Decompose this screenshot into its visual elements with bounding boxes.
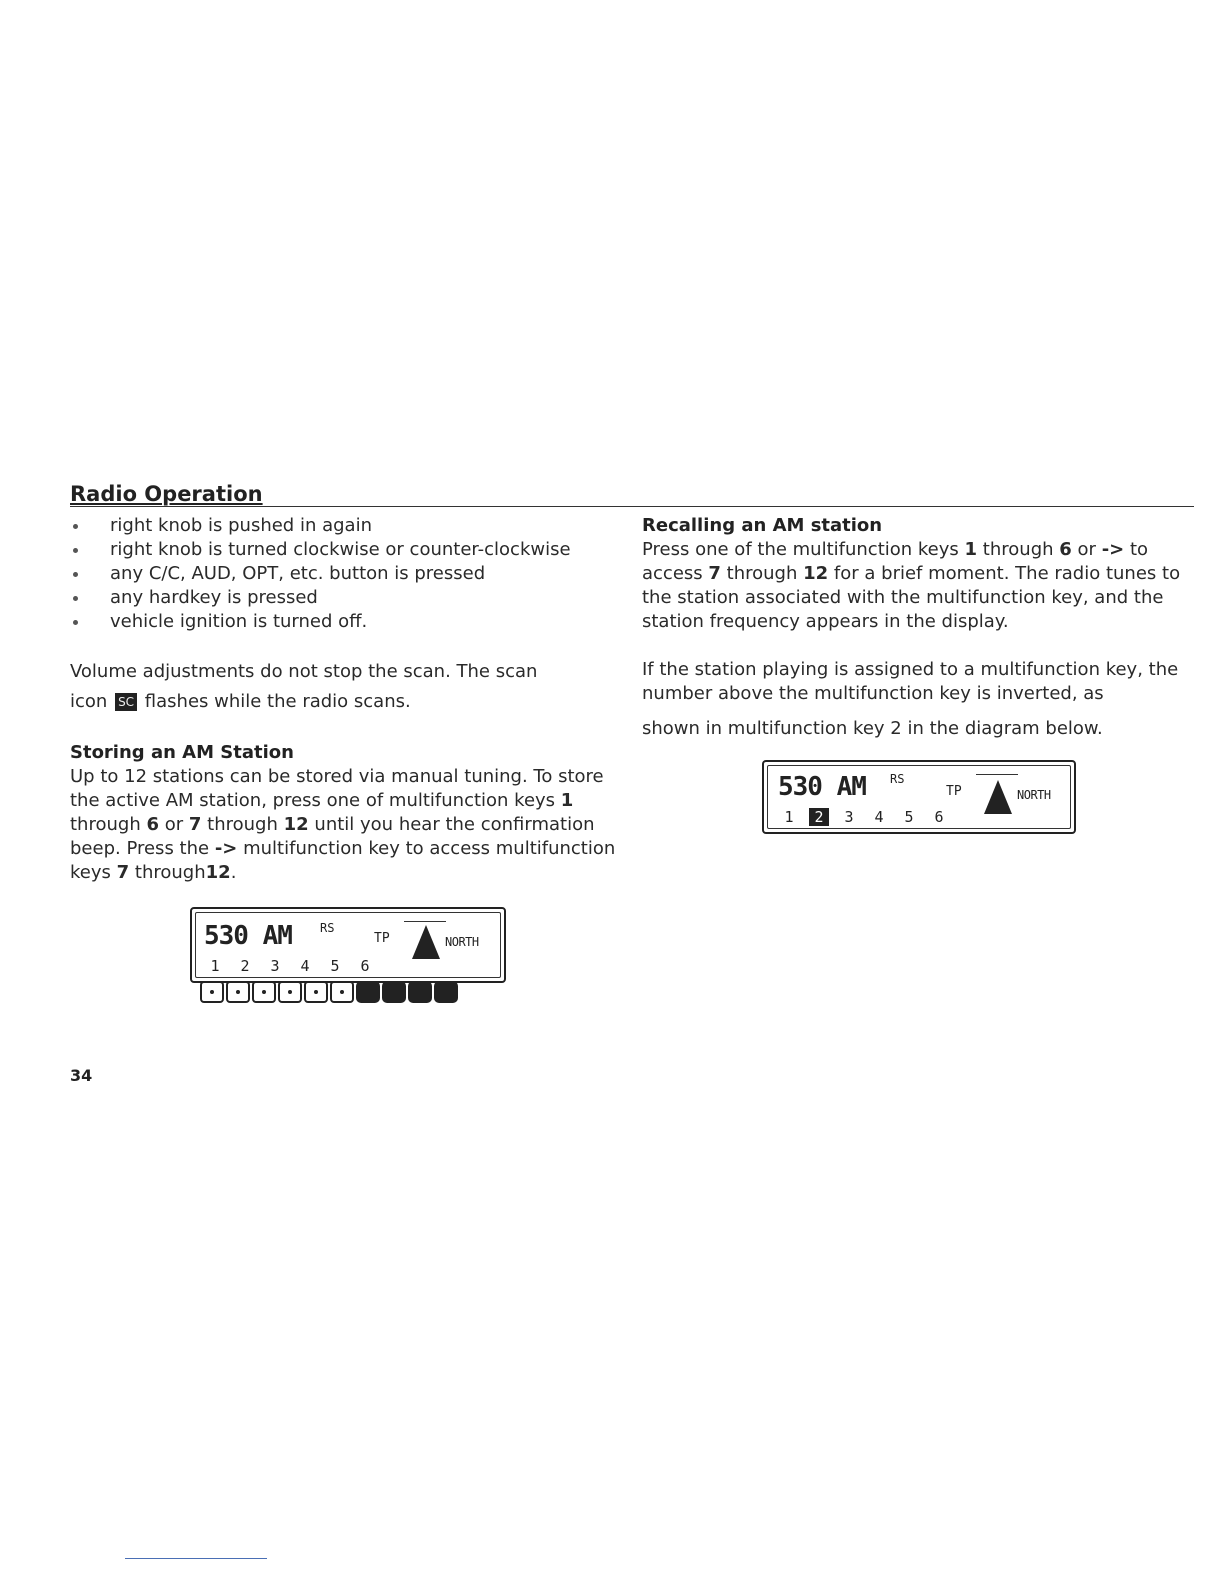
page-number: 34 xyxy=(70,1066,93,1085)
preset-key-numbers xyxy=(200,957,380,975)
storing-text: until you hear the confirmation beep. Press the xyxy=(70,814,595,859)
tp-indicator: TP xyxy=(374,931,390,946)
list-item: any hardkey is pressed xyxy=(70,586,630,610)
assigned-paragraph: If the station playing is assigned to a multifunction key, the number above the multifunction key is inverted, as xyxy=(642,659,1179,704)
preset-number: 1 xyxy=(210,957,220,975)
list-item: vehicle ignition is turned off. xyxy=(70,610,630,634)
right-column xyxy=(642,514,1202,741)
preset-number: 3 xyxy=(270,957,280,975)
recalling-text: to access xyxy=(642,539,1149,584)
recalling-paragraph xyxy=(642,538,1202,634)
compass-bar xyxy=(976,774,1018,775)
list-item: right knob is turned clockwise or counter-clockwise xyxy=(70,538,630,562)
display-frequency: 530 AM xyxy=(778,772,866,802)
key-number: 7 xyxy=(188,814,202,835)
compass-direction: NORTH xyxy=(445,935,479,949)
radio-display-store xyxy=(190,907,506,983)
storing-paragraph xyxy=(70,765,630,885)
key-number: 6 xyxy=(146,814,159,835)
hardkey-8[interactable] xyxy=(382,981,406,1003)
hardkey-10[interactable] xyxy=(434,981,458,1003)
volume-paragraph xyxy=(70,657,630,717)
list-item: right knob is pushed in again xyxy=(70,514,630,538)
footer-rule xyxy=(125,1558,267,1559)
preset-number: 6 xyxy=(360,957,370,975)
preset-number: 2 xyxy=(240,957,250,975)
preset-number: 4 xyxy=(300,957,310,975)
key-number: 6 xyxy=(1059,539,1072,560)
key-number: 12 xyxy=(205,862,231,883)
preset-number: 5 xyxy=(330,957,340,975)
multifunction-key-6[interactable] xyxy=(330,981,354,1003)
storing-heading: Storing an AM Station xyxy=(70,742,294,763)
compass-arrow-icon xyxy=(412,925,440,959)
hardkey-9[interactable] xyxy=(408,981,432,1003)
multifunction-key-row xyxy=(200,981,458,1003)
key-number: 7 xyxy=(708,563,721,584)
tp-indicator: TP xyxy=(946,784,962,799)
volume-line-2-pre: icon xyxy=(70,691,108,712)
storing-text: through xyxy=(70,814,141,835)
preset-number: 6 xyxy=(934,808,944,826)
recalling-text: for a brief moment. The radio tunes to the station associated with the multifunction key, and the station frequency appears in the display. xyxy=(642,563,1181,632)
recalling-text: or xyxy=(1077,539,1096,560)
scan-icon: SC xyxy=(115,693,137,711)
volume-line-1: Volume adjustments do not stop the scan. The scan xyxy=(70,661,538,682)
rs-indicator: RS xyxy=(320,921,335,935)
key-number: 1 xyxy=(964,539,978,560)
preset-number: 1 xyxy=(784,808,794,826)
preset-key-numbers xyxy=(774,808,954,826)
list-item: any C/C, AUD, OPT, etc. button is pressed xyxy=(70,562,630,586)
key-number: 12 xyxy=(803,563,829,584)
arrow-key-label: -> xyxy=(1101,539,1125,560)
arrow-key-label: -> xyxy=(214,838,238,859)
storing-text: multifunction key to access multifunction keys xyxy=(70,838,616,883)
multifunction-key-5[interactable] xyxy=(304,981,328,1003)
recalling-heading: Recalling an AM station xyxy=(642,515,883,536)
volume-line-2-post: flashes while the radio scans. xyxy=(144,691,411,712)
recalling-text: through xyxy=(726,563,798,584)
storing-text: . xyxy=(230,862,237,883)
display-frequency: 530 AM xyxy=(204,921,292,951)
assigned-paragraph-2: shown in multifunction key 2 in the diagram below. xyxy=(642,718,1103,739)
rs-indicator: RS xyxy=(890,772,905,786)
scan-stop-list xyxy=(70,514,630,634)
left-column xyxy=(70,514,630,885)
compass-bar xyxy=(404,921,446,922)
multifunction-key-2[interactable] xyxy=(226,981,250,1003)
preset-number: 3 xyxy=(844,808,854,826)
key-number: 1 xyxy=(560,790,574,811)
storing-text: through xyxy=(207,814,278,835)
compass-arrow-icon xyxy=(984,780,1012,814)
preset-number: 4 xyxy=(874,808,884,826)
compass-direction: NORTH xyxy=(1017,788,1051,802)
recalling-text: Press one of the multifunction keys xyxy=(642,539,959,560)
multifunction-key-1[interactable] xyxy=(200,981,224,1003)
title-rule xyxy=(70,506,1194,507)
page-title: Radio Operation xyxy=(70,482,263,506)
multifunction-key-4[interactable] xyxy=(278,981,302,1003)
key-number: 12 xyxy=(283,814,309,835)
storing-text: Up to 12 stations can be stored via manual tuning. To store the active AM station, press one of multifunction keys xyxy=(70,766,604,811)
key-number: 7 xyxy=(116,862,130,883)
recalling-text: through xyxy=(982,539,1054,560)
hardkey-7[interactable] xyxy=(356,981,380,1003)
storing-text: or xyxy=(164,814,184,835)
multifunction-key-3[interactable] xyxy=(252,981,276,1003)
storing-text: through xyxy=(134,862,206,883)
preset-number-inverted: 2 xyxy=(809,808,829,826)
preset-number: 5 xyxy=(904,808,914,826)
radio-display-recall xyxy=(762,760,1076,834)
